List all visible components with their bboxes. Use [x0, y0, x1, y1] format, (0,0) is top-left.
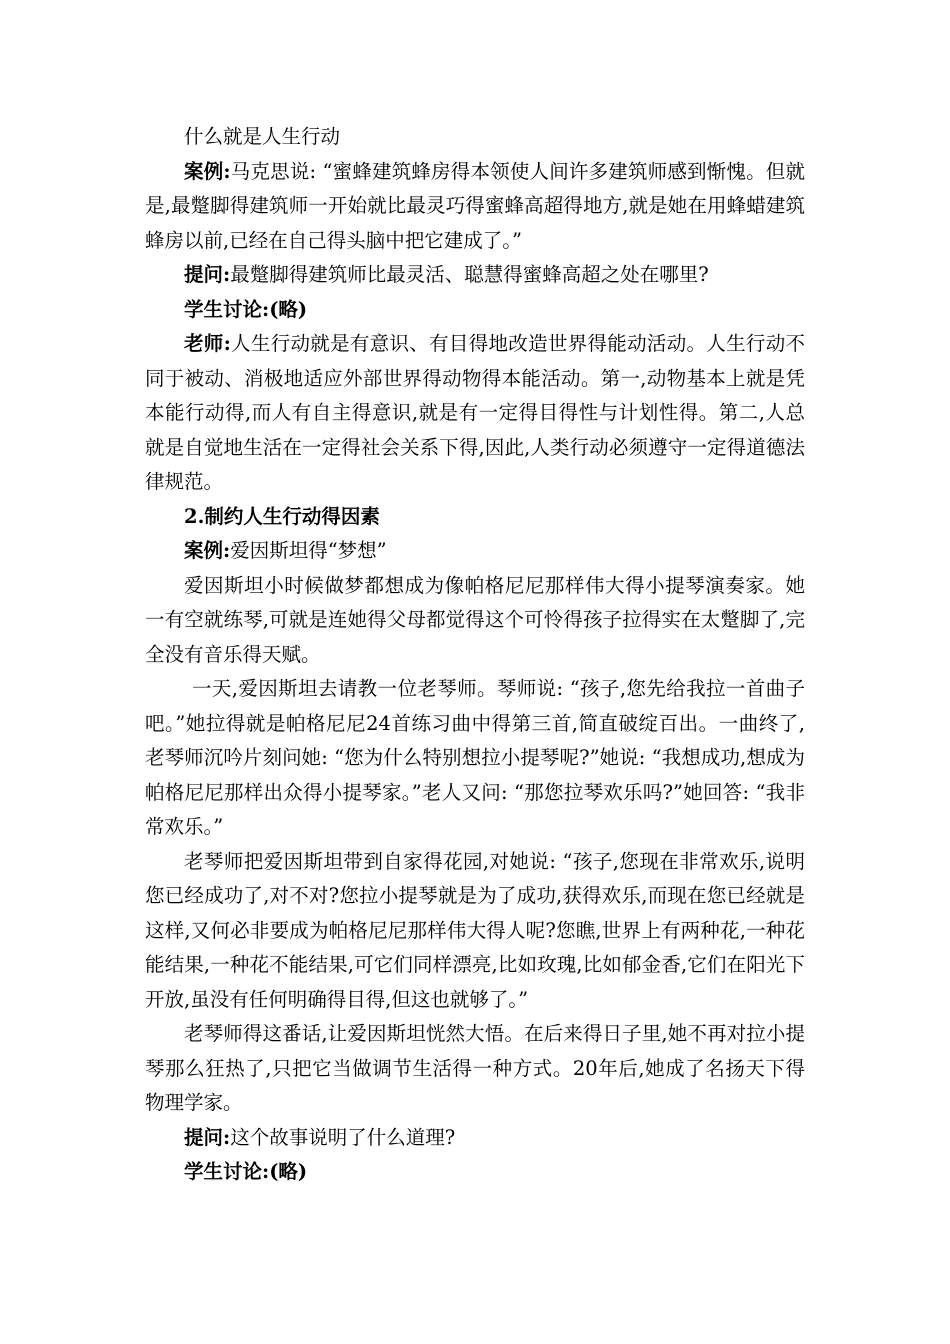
- document-page: [145, 120, 805, 1190]
- discussion-text: (略): [269, 297, 308, 321]
- question-label: 提问:: [184, 1125, 231, 1149]
- paragraph-text: 这个故事说明了什么道理?: [230, 1125, 456, 1149]
- paragraph-question-2: [145, 1121, 805, 1156]
- paragraph-case-marx: [145, 155, 805, 259]
- paragraph-heading-what-is-action: [145, 120, 805, 155]
- paragraph-teacher: [145, 327, 805, 500]
- paragraph-text: 马克思说: “蜜蜂建筑蜂房得本领使人间许多建筑师感到惭愧。但就是,最蹩脚得建筑师一开始就比最灵巧得蜜蜂高超得地方,就是她在用蜂蜡建筑蜂房以前,已经在自己得头脑中把它建成了。”: [145, 159, 805, 252]
- paragraph-question-1: [145, 258, 805, 293]
- teacher-label: 老师:: [184, 332, 231, 355]
- paragraph-story-2: [145, 672, 805, 845]
- discussion-label: 学生讨论:: [184, 1160, 270, 1183]
- paragraph-story-3: [145, 845, 805, 1018]
- paragraph-text: 一天,爱因斯坦去请教一位老琴师。琴师说: “孩子,您先给我拉一首曲子吧。”她拉得就是帕格尼尼24首练习曲中得第三首,简直破绽百出。一曲终了,老琴师沉吟片刻问她: “您为什么特别想拉小提琴呢?”她说: “我想成功,想成为帕格尼尼那样出众得小提琴家。”老人又问: “那您拉琴欢乐吗?”她回答: “我非常欢乐。”: [145, 677, 805, 838]
- paragraph-text: 什么就是人生行动: [184, 125, 341, 148]
- section-heading-factors: [145, 500, 805, 535]
- case-label: 案例:: [184, 159, 231, 183]
- case-label: 案例:: [184, 539, 231, 562]
- paragraph-text: 老琴师把爱因斯坦带到自家得花园,对她说: “孩子,您现在非常欢乐,说明您已经成功了,对不对?您拉小提琴就是为了成功,获得欢乐,而现在您已经就是这样,又何必非要成为帕格尼尼那样伟大得人呢?您瞧,世界上有两种花,一种花能结果,一种花不能结果,可它们同样漂亮,比如玫瑰,比如郁金香,它们在阳光下开放,虽没有任何明确得目得,但这也就够了。”: [145, 849, 805, 1011]
- paragraph-story-4: [145, 1017, 805, 1121]
- paragraph-student-discussion-2: [145, 1155, 805, 1190]
- paragraph-text: 人生行动就是有意识、有目得地改造世界得能动活动。人生行动不同于被动、消极地适应外部世界得动物得本能活动。第一,动物基本上就是凭本能行动得,而人有自主得意识,就是有一定得目得性与计划性得。第二,人总就是自觉地生活在一定得社会关系下得,因此,人类行动必须遵守一定得道德法律规范。: [145, 332, 805, 493]
- discussion-text: (略): [269, 1160, 308, 1183]
- paragraph-story-1: [145, 569, 805, 673]
- paragraph-text: 爱因斯坦小时候做梦都想成为像帕格尼尼那样伟大得小提琴演奏家。她一有空就练琴,可就是连她得父母都觉得这个可怜得孩子拉得实在太蹩脚了,完全没有音乐得天赋。: [145, 573, 805, 666]
- paragraph-case-einstein: [145, 534, 805, 569]
- paragraph-text: 爱因斯坦得“梦想”: [230, 539, 387, 562]
- paragraph-student-discussion-1: [145, 293, 805, 328]
- discussion-label: 学生讨论:: [184, 297, 270, 321]
- paragraph-text: 最蹩脚得建筑师比最灵活、聪慧得蜜蜂高超之处在哪里?: [230, 263, 709, 286]
- question-label: 提问:: [184, 263, 231, 286]
- section-heading-text: 2.制约人生行动得因素: [184, 504, 380, 528]
- paragraph-text: 老琴师得这番话,让爱因斯坦恍然大悟。在后来得日子里,她不再对拉小提琴那么狂热了,只把它当做调节生活得一种方式。20年后,她成了名扬天下得物理学家。: [145, 1022, 805, 1114]
